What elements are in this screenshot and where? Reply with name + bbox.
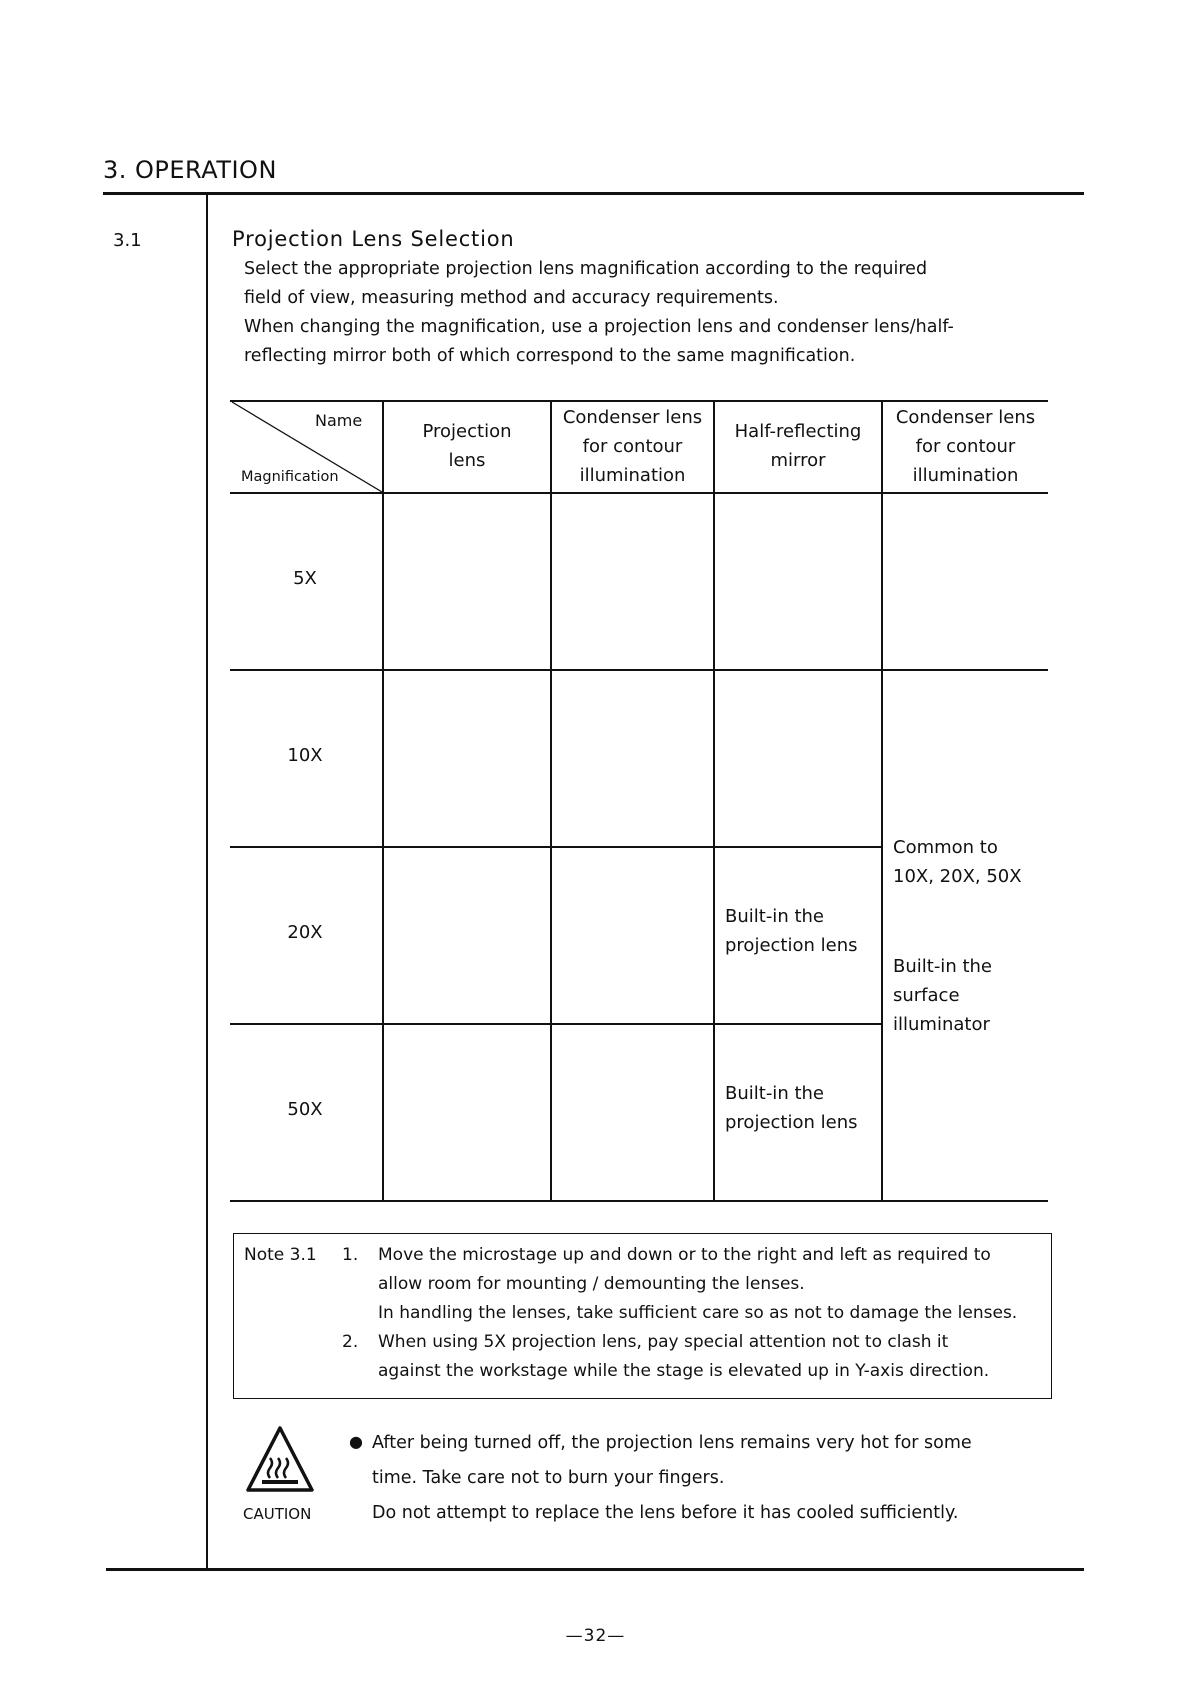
- hot-surface-warning-icon: [246, 1424, 314, 1494]
- row-label-50x: 50X: [287, 1099, 323, 1120]
- note-item-1-line-1: Move the microstage up and down or to the right and left as required to: [378, 1245, 991, 1265]
- intro-line-2: field of view, measuring method and accuracy requirements.: [244, 288, 779, 308]
- note-item-2-line-1: When using 5X projection lens, pay special attention not to clash it: [378, 1332, 949, 1352]
- half-mirror-20x-cell: Built-in the projection lens: [725, 906, 858, 956]
- intro-line-3: When changing the magnification, use a projection lens and condenser lens/half-: [244, 317, 954, 337]
- row-label-5x: 5X: [293, 568, 317, 589]
- caution-line-1: After being turned off, the projection lens remains very hot for some: [372, 1433, 972, 1453]
- header-condenser-contour: Condenser lens for contour illumination: [562, 406, 703, 486]
- bottom-rule: [106, 1568, 1084, 1571]
- table-bottom-rule: [230, 1200, 1048, 1202]
- caution-label: CAUTION: [243, 1505, 312, 1523]
- half-mirror-50x-cell: Built-in the projection lens: [725, 1083, 858, 1133]
- surface-illuminator-note: Built-in the surface illuminator: [893, 956, 992, 1035]
- left-margin-rule: [206, 193, 208, 1570]
- row-label-20x: 20X: [287, 922, 323, 943]
- header-projection-lens: Projection lens: [422, 421, 512, 471]
- corner-name-label: Name: [315, 411, 363, 430]
- col-rule-4: [881, 400, 883, 1202]
- row-label-10x: 10X: [287, 745, 323, 766]
- note-item-2-line-2: against the workstage while the stage is elevated up in Y-axis direction.: [378, 1361, 990, 1381]
- caution-line-3: Do not attempt to replace the lens before it has cooled sufficiently.: [372, 1503, 959, 1523]
- header-half-reflecting-mirror: Half-reflecting mirror: [734, 421, 862, 471]
- intro-line-4: reflecting mirror both of which correspond to the same magnification.: [244, 346, 856, 366]
- corner-magnification-label: Magnification: [241, 469, 339, 485]
- row-rule-10x: [230, 846, 881, 848]
- note-item-2-number: 2.: [342, 1332, 359, 1352]
- note-label: Note 3.1: [244, 1245, 317, 1265]
- section-title: Projection Lens Selection: [232, 227, 515, 251]
- col-rule-2: [550, 400, 552, 1202]
- chapter-title: 3. OPERATION: [103, 156, 277, 184]
- caution-line-2: time. Take care not to burn your fingers.: [372, 1468, 725, 1488]
- lens-selection-table: [230, 400, 1048, 1202]
- common-to-note: Common to 10X, 20X, 50X: [893, 837, 1022, 887]
- header-condenser-contour-2: Condenser lens for contour illumination: [895, 406, 1036, 486]
- row-rule-5x: [230, 669, 1048, 671]
- page-number: —32—: [565, 1626, 626, 1646]
- note-item-1-line-3: In handling the lenses, take sufficient care so as not to damage the lenses.: [378, 1303, 1018, 1323]
- col-rule-3: [713, 400, 715, 1202]
- section-number: 3.1: [113, 230, 142, 251]
- note-item-1-number: 1.: [342, 1245, 359, 1265]
- caution-bullet: ●: [349, 1432, 363, 1451]
- col-rule-1: [382, 400, 384, 1202]
- note-box: [233, 1233, 1052, 1399]
- top-rule: [103, 192, 1084, 195]
- note-item-1-line-2: allow room for mounting / demounting the lenses.: [378, 1274, 805, 1294]
- row-rule-20x: [230, 1023, 881, 1025]
- intro-line-1: Select the appropriate projection lens magnification according to the required: [244, 259, 928, 279]
